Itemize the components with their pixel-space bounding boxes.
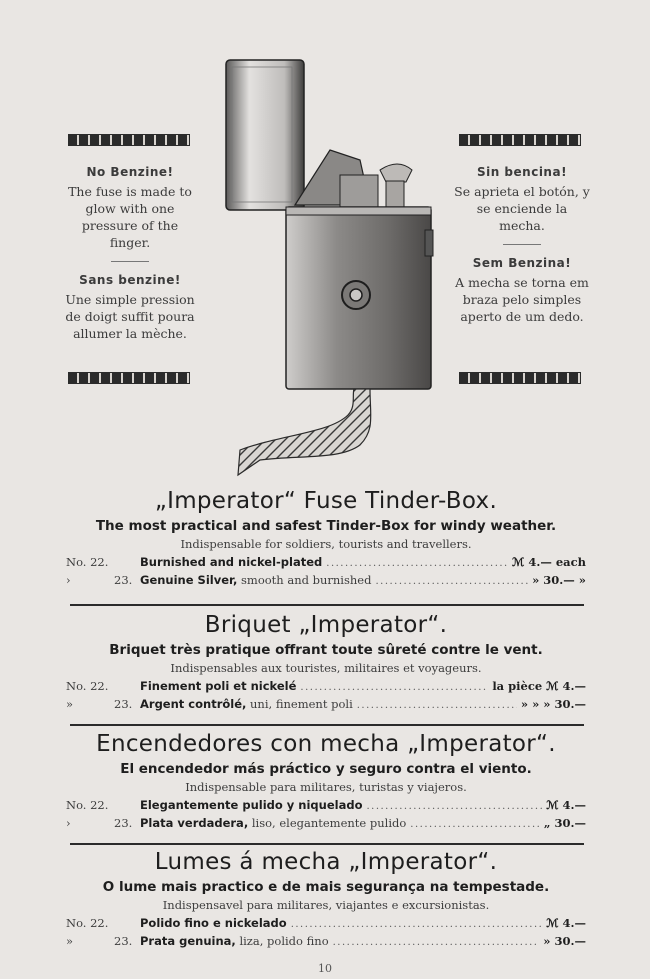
price-row — [66, 816, 586, 834]
side-heading: Sin bencina! — [476, 165, 568, 179]
section-divider — [70, 843, 584, 845]
side-heading: Sem Benzina! — [472, 256, 572, 270]
section-title: Briquet „Imperator“. — [204, 612, 448, 638]
product-detail: uni, finement poli — [246, 697, 353, 711]
item-number: » — [66, 697, 74, 711]
section-note: Indispensable for soldiers, tourists and travellers. — [180, 537, 472, 551]
side-text: A mecha se torna em braza pelo simples aperto de um dedo. — [455, 275, 589, 324]
dot-leader — [291, 919, 543, 930]
dot-leader — [326, 558, 508, 569]
item-number: No. 22. — [66, 555, 109, 569]
product-name: Burnished and nickel-plated — [140, 555, 323, 569]
item-number: No. 22. — [66, 679, 109, 693]
section-subtitle: El encendedor más práctico y seguro contra el viento. — [120, 761, 532, 777]
section-note: Indispensable para militares, turistas y viajeros. — [185, 780, 467, 794]
product-detail: liza, polido fino — [235, 934, 329, 948]
section-title: Encendedores con mecha „Imperator“. — [96, 731, 556, 757]
item-subnumber: 23. — [114, 573, 133, 587]
section-divider — [70, 604, 584, 606]
price-row — [66, 555, 586, 573]
side-text: The fuse is made to glow with one pressure of the finger. — [68, 184, 192, 250]
item-price: „ 30.— — [543, 816, 586, 830]
left-feature-text — [60, 164, 200, 342]
product-section-portuguese — [66, 849, 586, 952]
product-name: Finement poli et nickelé — [140, 679, 297, 693]
decorative-band — [68, 372, 190, 384]
section-title: „Imperator“ Fuse Tinder-Box. — [154, 488, 498, 514]
price-row — [66, 679, 586, 697]
item-price: la pièce ℳ 4.— — [492, 679, 586, 693]
product-detail: smooth and burnished — [237, 573, 372, 587]
side-text: Se aprieta el botón, y se enciende la mecha. — [454, 184, 590, 233]
product-description — [140, 679, 296, 693]
price-row — [66, 697, 586, 715]
product-name: Prata genuina, — [140, 934, 236, 948]
product-name: Elegantemente pulido y niquelado — [140, 798, 363, 812]
section-divider — [70, 724, 584, 726]
section-subtitle: Briquet très pratique offrant toute sûreté contre le vent. — [109, 642, 543, 658]
price-row — [66, 934, 586, 952]
item-number: › — [66, 573, 71, 587]
dot-leader — [357, 700, 517, 711]
item-subnumber: 23. — [114, 697, 133, 711]
item-number: No. 22. — [66, 916, 109, 930]
decorative-band — [68, 134, 190, 146]
price-row — [66, 798, 586, 816]
price-row — [66, 573, 586, 591]
product-name: Plata verdadera, — [140, 816, 249, 830]
section-subtitle: The most practical and safest Tinder-Box for windy weather. — [95, 518, 557, 534]
section-subtitle: O lume mais practico e de mais segurança na tempestade. — [102, 879, 550, 895]
divider — [111, 261, 149, 262]
product-name: Genuine Silver, — [140, 573, 238, 587]
product-description — [140, 573, 371, 587]
dot-leader — [333, 937, 540, 948]
product-description — [140, 816, 406, 830]
dot-leader — [366, 801, 542, 812]
divider — [503, 244, 541, 245]
item-price: ℳ 4.— — [546, 798, 586, 812]
page-number: 10 — [318, 962, 332, 975]
product-description — [140, 555, 322, 569]
dot-leader — [375, 576, 528, 587]
side-heading: Sans benzine! — [79, 273, 181, 287]
product-description — [140, 934, 329, 948]
side-heading: No Benzine! — [86, 165, 174, 179]
decorative-band — [459, 372, 581, 384]
item-price: ℳ 4.— each — [512, 555, 586, 569]
item-number: › — [66, 816, 71, 830]
product-section-french — [66, 612, 586, 715]
product-section-english — [66, 488, 586, 591]
product-description — [140, 697, 353, 711]
item-price: » 30.— — [543, 934, 586, 948]
product-name: Polido fino e nickelado — [140, 916, 287, 930]
section-note: Indispensables aux touristes, militaires et voyageurs. — [170, 661, 482, 675]
product-detail: liso, elegantemente pulido — [248, 816, 407, 830]
product-name: Argent contrôlé, — [140, 697, 247, 711]
item-subnumber: 23. — [114, 934, 133, 948]
item-number: » — [66, 934, 74, 948]
section-title: Lumes á mecha „Imperator“. — [154, 849, 498, 875]
item-subnumber: 23. — [114, 816, 133, 830]
right-feature-text — [452, 164, 592, 325]
decorative-band — [459, 134, 581, 146]
dot-leader — [410, 819, 540, 830]
item-price: ℳ 4.— — [546, 916, 586, 930]
product-section-spanish — [66, 731, 586, 834]
item-number: No. 22. — [66, 798, 109, 812]
side-text: Une simple pression de doigt suffit poura allumer la mèche. — [65, 292, 195, 341]
price-row — [66, 916, 586, 934]
item-price: » 30.— » — [532, 573, 586, 587]
dot-leader — [300, 682, 488, 693]
item-price: » » » 30.— — [520, 697, 586, 711]
product-description — [140, 798, 362, 812]
section-note: Indispensavel para militares, viajantes e excursionistas. — [162, 898, 490, 912]
product-description — [140, 916, 287, 930]
lighter-illustration — [220, 55, 450, 485]
